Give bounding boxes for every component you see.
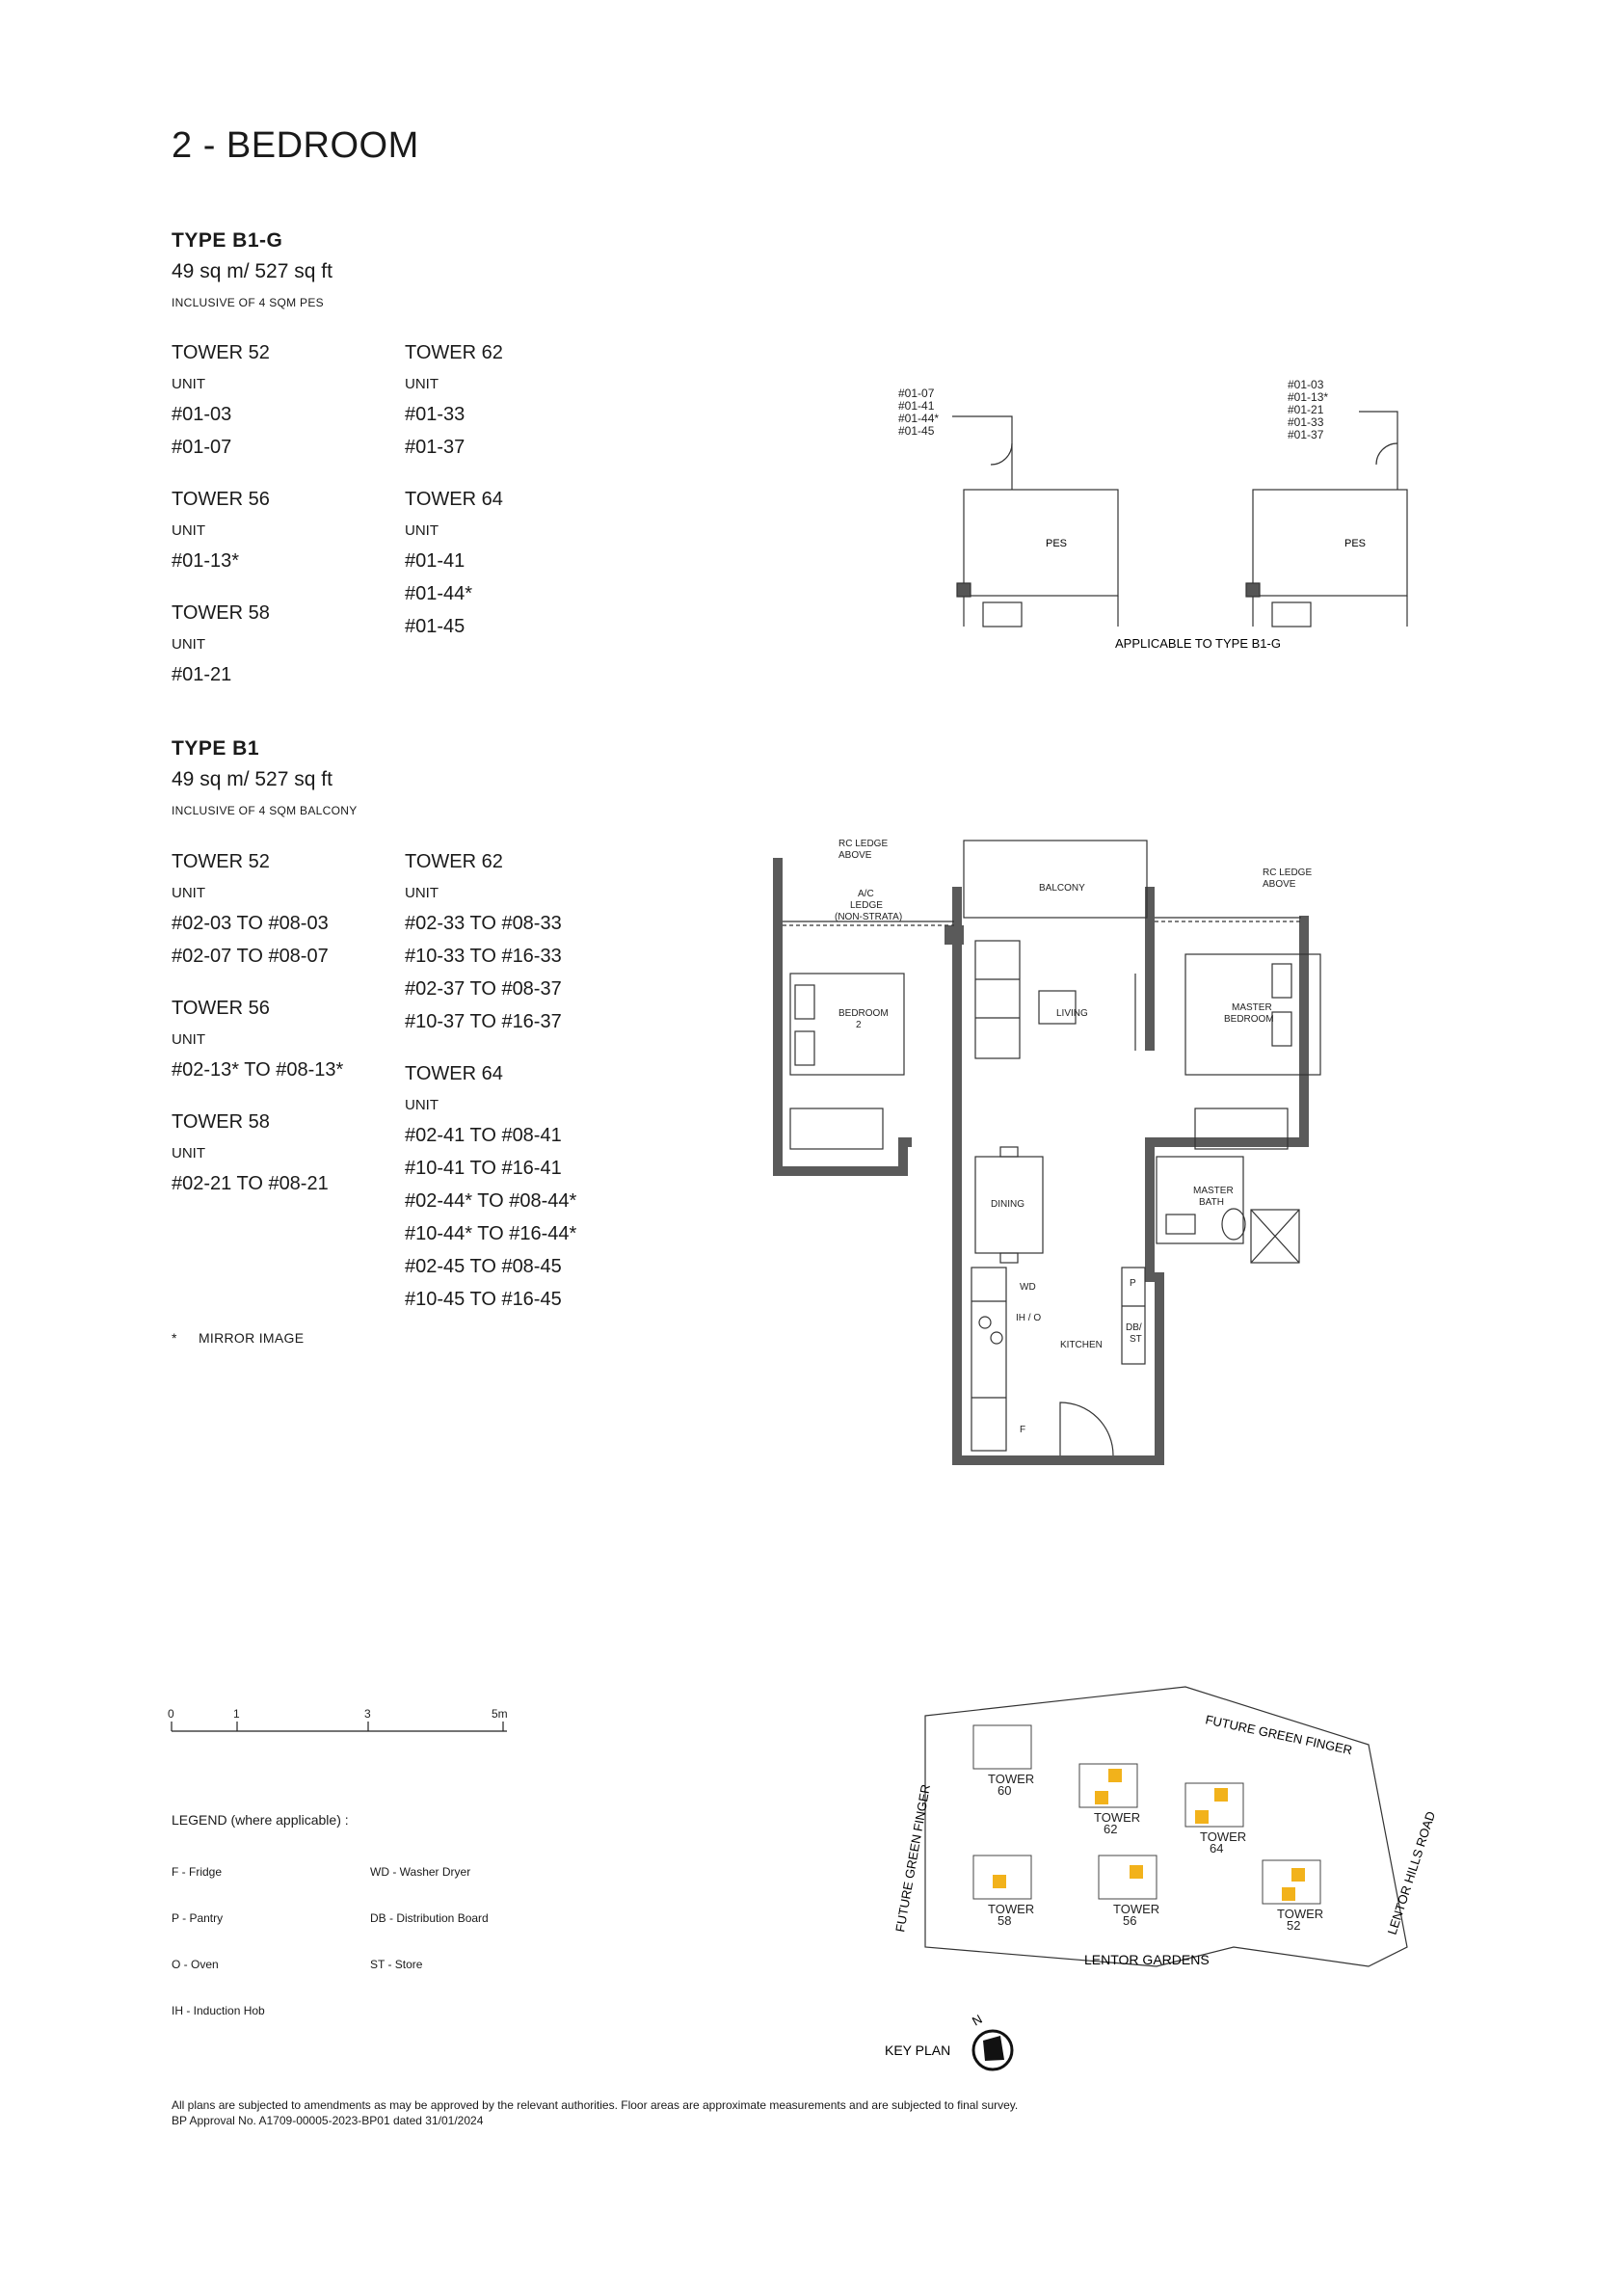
pes-plan [887,366,1484,655]
tower-number: 60 [998,1783,1012,1798]
footer-disclaimer: All plans are subjected to amendments as may be approved by the relevant authorities. Floor areas are approximate measurements and are subjected to final survey. [172,2098,1019,2112]
pes-unit-label: #01-03 [1288,378,1324,391]
db-st-label: DB/ [1126,1322,1142,1333]
db-st-label: ST [1130,1334,1142,1345]
living-label: LIVING [1056,1008,1088,1019]
tower-group [172,489,270,602]
mirror-note-text: MIRROR IMAGE [198,1330,305,1346]
unit-number: #02-13* TO #08-13* [172,1059,344,1081]
tower-number: 56 [1123,1913,1137,1928]
legend-left [172,1865,265,2050]
lentor-hills-road: LENTOR HILLS ROAD [1384,1809,1439,1936]
rc-ledge-right-label: ABOVE [1263,879,1296,890]
key-plan [867,1677,1465,2082]
unit-number: #10-41 TO #16-41 [405,1158,562,1179]
unit-number: #10-45 TO #16-45 [405,1289,562,1310]
unit-label: UNIT [405,1097,439,1113]
tower-label: TOWER [988,1902,1035,1916]
tower-group [405,489,503,643]
tower-name: TOWER 52 [172,342,270,363]
unit-number: #02-37 TO #08-37 [405,978,562,1000]
tower-group [405,1063,576,1316]
pes-left-outline [952,416,1118,627]
future-green-finger-top: FUTURE GREEN FINGER [1204,1712,1354,1758]
legend-item: ST - Store [370,1958,423,1971]
tower-label: TOWER [1200,1829,1247,1844]
master-bath-label: MASTER [1193,1186,1234,1196]
bedroom2-label: 2 [856,1020,862,1030]
unit-number: #01-03 [172,404,232,425]
pes-unit-label: #01-41 [898,399,935,413]
unit-label: UNIT [405,885,439,901]
unit-label: UNIT [172,885,205,901]
legend-title: LEGEND (where applicable) : [172,1812,349,1828]
unit-label: UNIT [172,1031,205,1048]
pes-unit-label: #01-37 [1288,428,1324,441]
legend-item: IH - Induction Hob [172,2004,265,2017]
tower-number: 58 [998,1913,1012,1928]
unit-number: #01-44* [405,583,473,604]
tower-name: TOWER 58 [172,1111,270,1133]
unit-number: #02-03 TO #08-03 [172,913,329,934]
legend-item: P - Pantry [172,1911,224,1925]
pes-unit-label: #01-45 [898,424,935,438]
tower-label: TOWER [988,1772,1035,1786]
tower-group [172,602,270,691]
type-b1g-note: INCLUSIVE OF 4 SQM PES [172,296,324,309]
unit-label: UNIT [405,376,439,392]
scale-tick-label: 0 [168,1707,174,1721]
b1-col-2 [405,851,576,1316]
pes-unit-label: #01-21 [1288,403,1324,416]
scale-tick-label: 3 [364,1707,371,1721]
pes-unit-label: #01-44* [898,412,940,425]
unit-number: #01-33 [405,404,466,425]
pantry-label: P [1130,1278,1136,1289]
tower-name: TOWER 56 [172,998,270,1019]
mirror-note [172,1330,304,1346]
tower-label: TOWER [1277,1907,1324,1921]
tower-name: TOWER 52 [172,851,270,872]
unit-number: #02-21 TO #08-21 [172,1173,329,1194]
type-b1-title: TYPE B1 [172,737,260,760]
unit-number: #10-37 TO #16-37 [405,1011,562,1032]
scale-bar [164,1706,530,1745]
unit-label: UNIT [405,522,439,539]
unit-number: #01-37 [405,437,466,458]
ac-ledge-label: A/C [858,889,874,899]
master-bedroom-label: MASTER [1232,1002,1272,1013]
legend-item: WD - Washer Dryer [370,1865,471,1879]
walls [773,858,1309,1465]
tower-label: TOWER [1094,1810,1141,1825]
balcony-label: BALCONY [1039,883,1085,894]
tower-name: TOWER 56 [172,489,270,510]
rc-ledge-left-label: ABOVE [838,850,872,861]
unit-number: #02-45 TO #08-45 [405,1256,562,1277]
tower-name: TOWER 62 [405,851,503,872]
rc-ledge-right-label: RC LEDGE [1263,868,1313,878]
highlighted-units [993,1769,1305,1901]
asterisk: * [172,1330,177,1346]
type-b1-area: 49 sq m/ 527 sq ft [172,768,333,790]
master-bath-label: BATH [1199,1197,1224,1208]
unit-number: #01-07 [172,437,232,458]
tower-number: 52 [1287,1918,1301,1933]
unit-label: UNIT [172,376,205,392]
key-plan-label: KEY PLAN [885,2042,951,2058]
pes-label-right: PES [1344,538,1367,549]
unit-number: #02-41 TO #08-41 [405,1125,562,1146]
unit-number: #02-07 TO #08-07 [172,946,329,967]
pes-right-outline [1246,412,1407,627]
unit-number: #01-45 [405,616,466,637]
unit-number: #01-13* [172,550,240,572]
north-label: N [970,2011,985,2029]
tower-group [172,998,343,1111]
tower-name: TOWER 62 [405,342,503,363]
tower-group [405,851,576,1063]
floor-plan [761,829,1397,1484]
type-b1g-title: TYPE B1-G [172,229,283,252]
pes-unit-label: #01-33 [1288,415,1324,429]
type-b1-note: INCLUSIVE OF 4 SQM BALCONY [172,804,358,817]
tower-label: TOWER [1113,1902,1160,1916]
unit-number: #01-41 [405,550,466,572]
footer-approval: BP Approval No. A1709-00005-2023-BP01 dated 31/01/2024 [172,2114,484,2127]
tower-name: TOWER 64 [405,1063,503,1084]
tower-group [172,342,270,489]
unit-label: UNIT [172,636,205,653]
pes-caption: APPLICABLE TO TYPE B1-G [1115,636,1281,651]
pes-unit-label: #01-13* [1288,390,1329,404]
unit-number: #10-44* TO #16-44* [405,1223,577,1244]
pes-unit-label: #01-07 [898,387,935,400]
fixtures [783,841,1320,1455]
rc-ledge-left-label: RC LEDGE [838,839,889,849]
type-b1g-area: 49 sq m/ 527 sq ft [172,260,333,282]
pes-label-left: PES [1046,538,1068,549]
legend-item: DB - Distribution Board [370,1911,489,1925]
unit-number: #10-33 TO #16-33 [405,946,562,967]
wd-label: WD [1020,1282,1036,1293]
lentor-gardens: LENTOR GARDENS [1084,1952,1210,1967]
unit-number: #01-21 [172,664,232,685]
tower-group [172,1111,343,1200]
dining-label: DINING [991,1199,1024,1210]
unit-label: UNIT [172,522,205,539]
tower-name: TOWER 58 [172,602,270,624]
master-bedroom-label: BEDROOM [1224,1014,1274,1025]
legend-item: O - Oven [172,1958,219,1971]
future-green-finger-left: FUTURE GREEN FINGER [892,1782,933,1934]
tower-name: TOWER 64 [405,489,503,510]
north-arrow-icon [973,2031,1012,2069]
b1g-col-1 [172,342,270,691]
tower-number: 64 [1210,1841,1224,1855]
scale-tick-label: 1 [233,1707,240,1721]
legend-right [370,1865,489,2004]
unit-label: UNIT [172,1145,205,1161]
page-title: 2 - BEDROOM [172,125,419,166]
unit-number: #02-33 TO #08-33 [405,913,562,934]
unit-number: #02-44* TO #08-44* [405,1190,577,1212]
ih-o-label: IH / O [1016,1313,1042,1323]
tower-group [172,851,343,998]
tower-group [405,342,503,489]
tower-number: 62 [1104,1822,1118,1836]
b1g-col-2 [405,342,503,643]
kitchen-label: KITCHEN [1060,1340,1103,1350]
fridge-label: F [1020,1425,1026,1435]
bedroom2-label: BEDROOM [838,1008,889,1019]
ac-ledge-label: LEDGE [850,900,883,911]
tower-blocks [973,1725,1320,1904]
scale-tick-label: 5m [492,1707,508,1721]
ac-ledge-label: (NON-STRATA) [835,912,903,922]
b1-col-1 [172,851,343,1200]
legend-item: F - Fridge [172,1865,223,1879]
